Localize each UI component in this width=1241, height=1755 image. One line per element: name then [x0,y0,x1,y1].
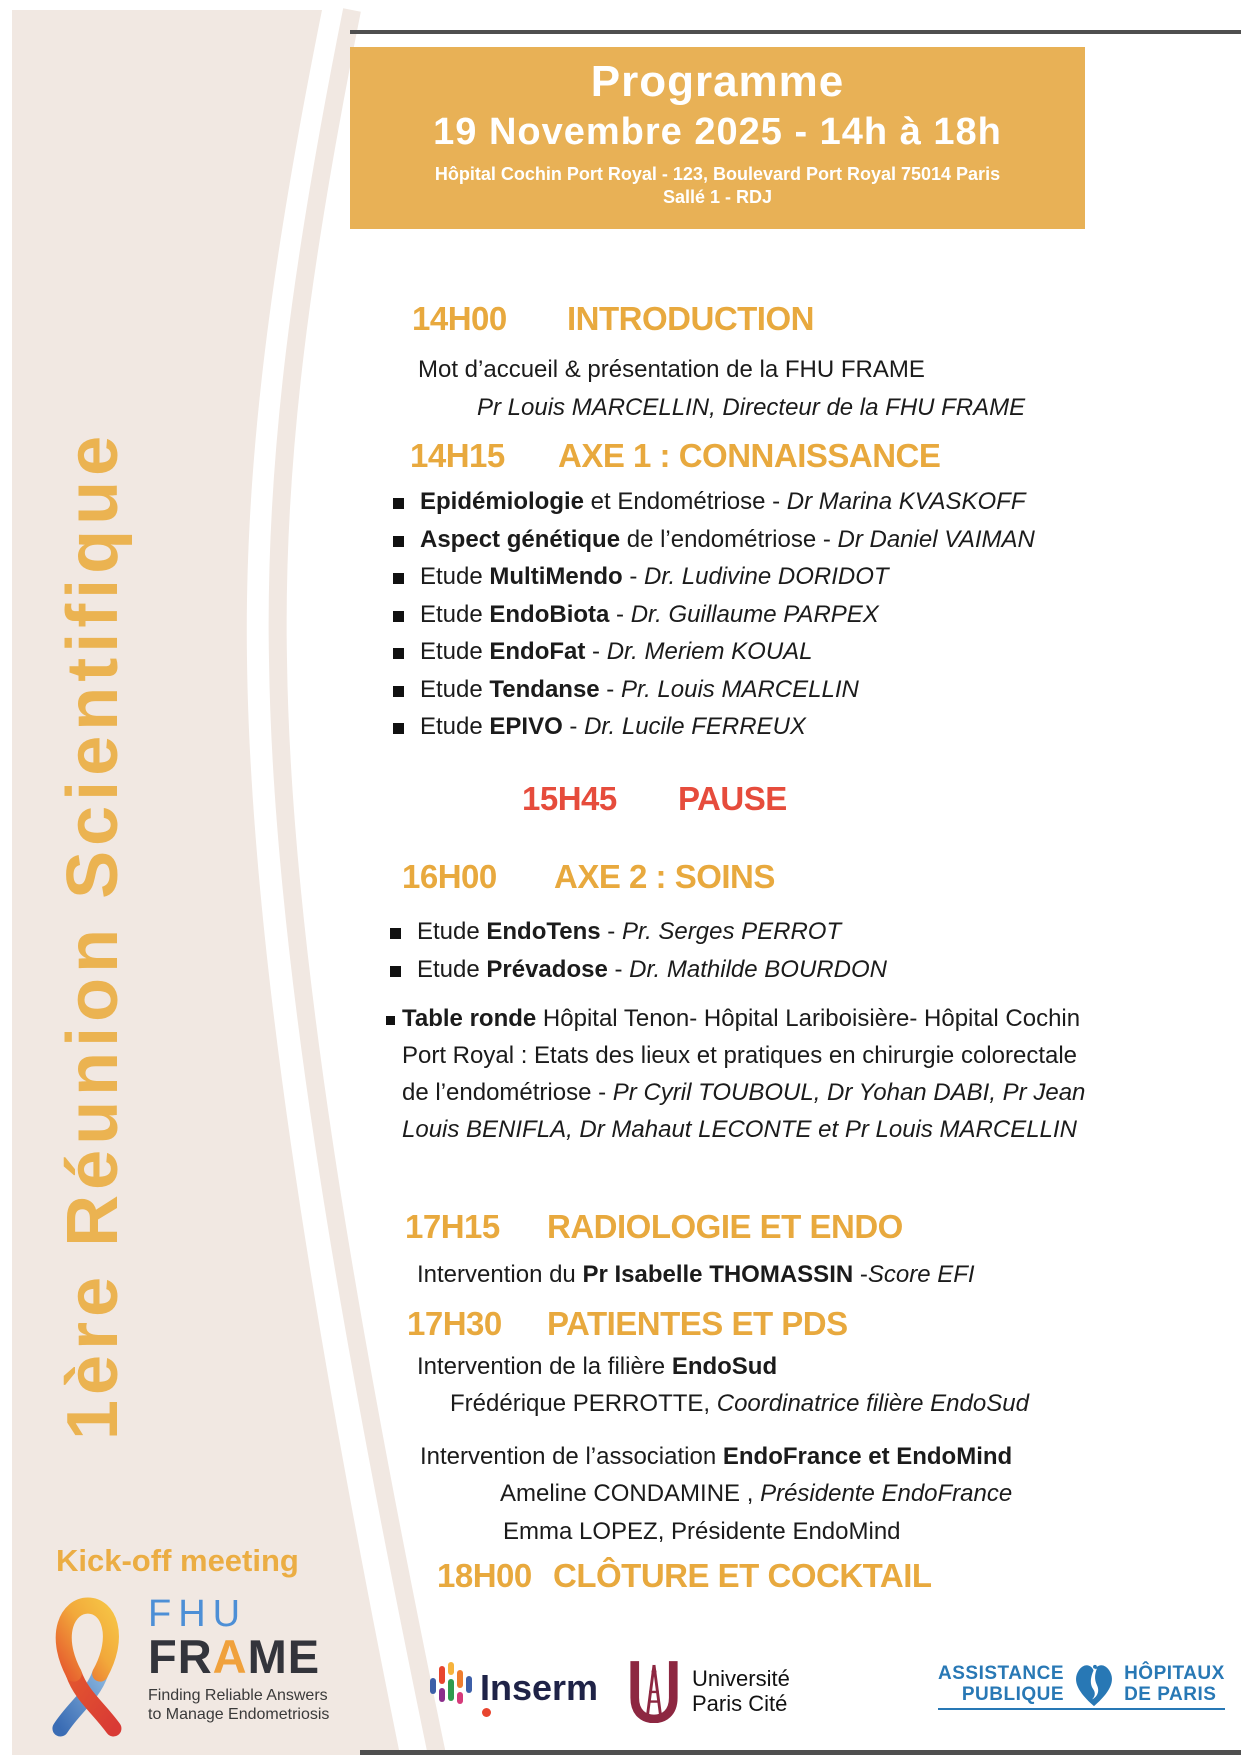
aphp-logo [938,1663,1225,1710]
fhu-frame-ribbon-icon [34,1592,138,1742]
intro-time: 14H00 [412,300,507,337]
axe1-bullet-3: Etude MultiMendo - Dr. Ludivine DORIDOT [420,563,889,590]
axe2-time: 16H00 [402,858,497,895]
bullet-square-icon [393,498,404,509]
bottom-edge-line [360,1750,1241,1755]
patientes-time: 17H30 [407,1305,502,1342]
inserm-red-dot-icon [482,1708,491,1717]
fhu-frame-tagline: Finding Reliable Answers to Manage Endometriosis [148,1687,330,1723]
pause-time: 15H45 [522,780,617,817]
upc-tower-icon [628,1659,680,1723]
cloture-time: 18H00 [437,1557,532,1594]
top-edge-line [350,30,1241,34]
section-axe1-heading [410,437,1030,473]
section-intro-heading [412,300,1012,336]
bullet-square-icon [390,928,401,939]
patientes-title: PATIENTES ET PDS [547,1305,848,1342]
bullet-square-icon [390,966,401,977]
section-patientes-heading [407,1305,1027,1341]
axe1-bullet-6: Etude Tendanse - Pr. Louis MARCELLIN [420,676,859,703]
axe1-bullet-4: Etude EndoBiota - Dr. Guillaume PARPEX [420,601,879,628]
section-axe2-heading [402,858,1002,894]
axe1-bullet-1: Epidémiologie et Endométriose - Dr Marina KVASKOFF [420,488,1026,515]
kickoff-label: Kick-off meeting [56,1543,299,1578]
patientes-line-4: Ameline CONDAMINE , Présidente EndoFrance [500,1480,1013,1507]
header-datetime: 19 Novembre 2025 - 14h à 18h [433,111,1002,153]
event-vertical-title: 1ère Réunion Scientifique [53,430,133,1440]
bullet-square-icon [393,611,404,622]
fhu-text: FHU [148,1593,248,1635]
header-room: Sallé 1 - RDJ [662,187,773,207]
inserm-logo [430,1662,598,1714]
section-cloture-heading [437,1557,1077,1593]
cloture-title: CLÔTURE ET COCKTAIL [553,1557,932,1594]
intro-line1: Mot d’accueil & présentation de la FHU FRAME [418,356,925,383]
radiologie-title: RADIOLOGIE ET ENDO [547,1208,903,1245]
upc-wordmark: Université Paris Cité [692,1666,790,1716]
section-pause-heading [522,780,922,816]
radiologie-time: 17H15 [405,1208,500,1245]
patientes-line-2: Frédérique PERROTTE, Coordinatrice filière EndoSud [450,1390,1029,1417]
inserm-bars-icon [430,1662,472,1714]
intro-line2: Pr Louis MARCELLIN, Directeur de la FHU FRAME [477,394,1026,421]
axe1-bullet-7: Etude EPIVO - Dr. Lucile FERREUX [420,713,806,740]
axe2-bullet-2: Etude Prévadose - Dr. Mathilde BOURDON [417,956,887,983]
patientes-line-5: Emma LOPEZ, Présidente EndoMind [503,1518,901,1545]
aphp-heart-icon [1070,1659,1118,1711]
aphp-right-text: HÔPITAUX DE PARIS [1124,1663,1225,1705]
axe2-table-ronde: Table ronde Hôpital Tenon- Hôpital Lariboisière- Hôpital Cochin Port Royal : Etats des lieux et pratiques en chirurgie colorectale de l’endométriose - Pr Cyril TOUBOUL, Dr Yohan DABI, Pr Jean Louis BENIFLA, Dr Mahaut LECONTE et Pr Louis MARCELLIN [402,1005,1086,1143]
aphp-left-text: ASSISTANCE PUBLIQUE [938,1663,1065,1705]
patientes-line-1: Intervention de la filière EndoSud [417,1353,778,1380]
bullet-square-icon [393,536,404,547]
fhu-frame-logo [34,1592,329,1742]
fhu-frame-wordmark [148,1592,329,1742]
header-box [350,47,1085,229]
bullet-square-icon [386,1016,395,1025]
bullet-square-icon [393,648,404,659]
frame-text: FRAME [148,1630,321,1683]
section-radiologie-heading [405,1208,1045,1244]
header-address: Hôpital Cochin Port Royal - 123, Boulevard Port Royal 75014 Paris [434,164,1001,184]
axe1-title: AXE 1 : CONNAISSANCE [558,437,941,474]
axe2-bullet-1: Etude EndoTens - Pr. Serges PERROT [417,918,842,945]
axe1-time: 14H15 [410,437,505,474]
header-title: Programme [590,57,845,106]
radiologie-line: Intervention du Pr Isabelle THOMASSIN -Score EFI [417,1261,975,1288]
inserm-label: Inserm [480,1667,598,1709]
axe2-title: AXE 2 : SOINS [554,858,775,895]
bullet-square-icon [393,686,404,697]
axe1-bullet-2: Aspect génétique de l’endométriose - Dr Daniel VAIMAN [420,526,1035,553]
bullet-square-icon [393,723,404,734]
pause-title: PAUSE [678,780,787,817]
bullet-square-icon [393,573,404,584]
universite-paris-cite-logo [628,1659,790,1723]
intro-title: INTRODUCTION [567,300,814,337]
patientes-line-3: Intervention de l’association EndoFrance et EndoMind [420,1443,1013,1470]
axe1-bullet-5: Etude EndoFat - Dr. Meriem KOUAL [420,638,813,665]
